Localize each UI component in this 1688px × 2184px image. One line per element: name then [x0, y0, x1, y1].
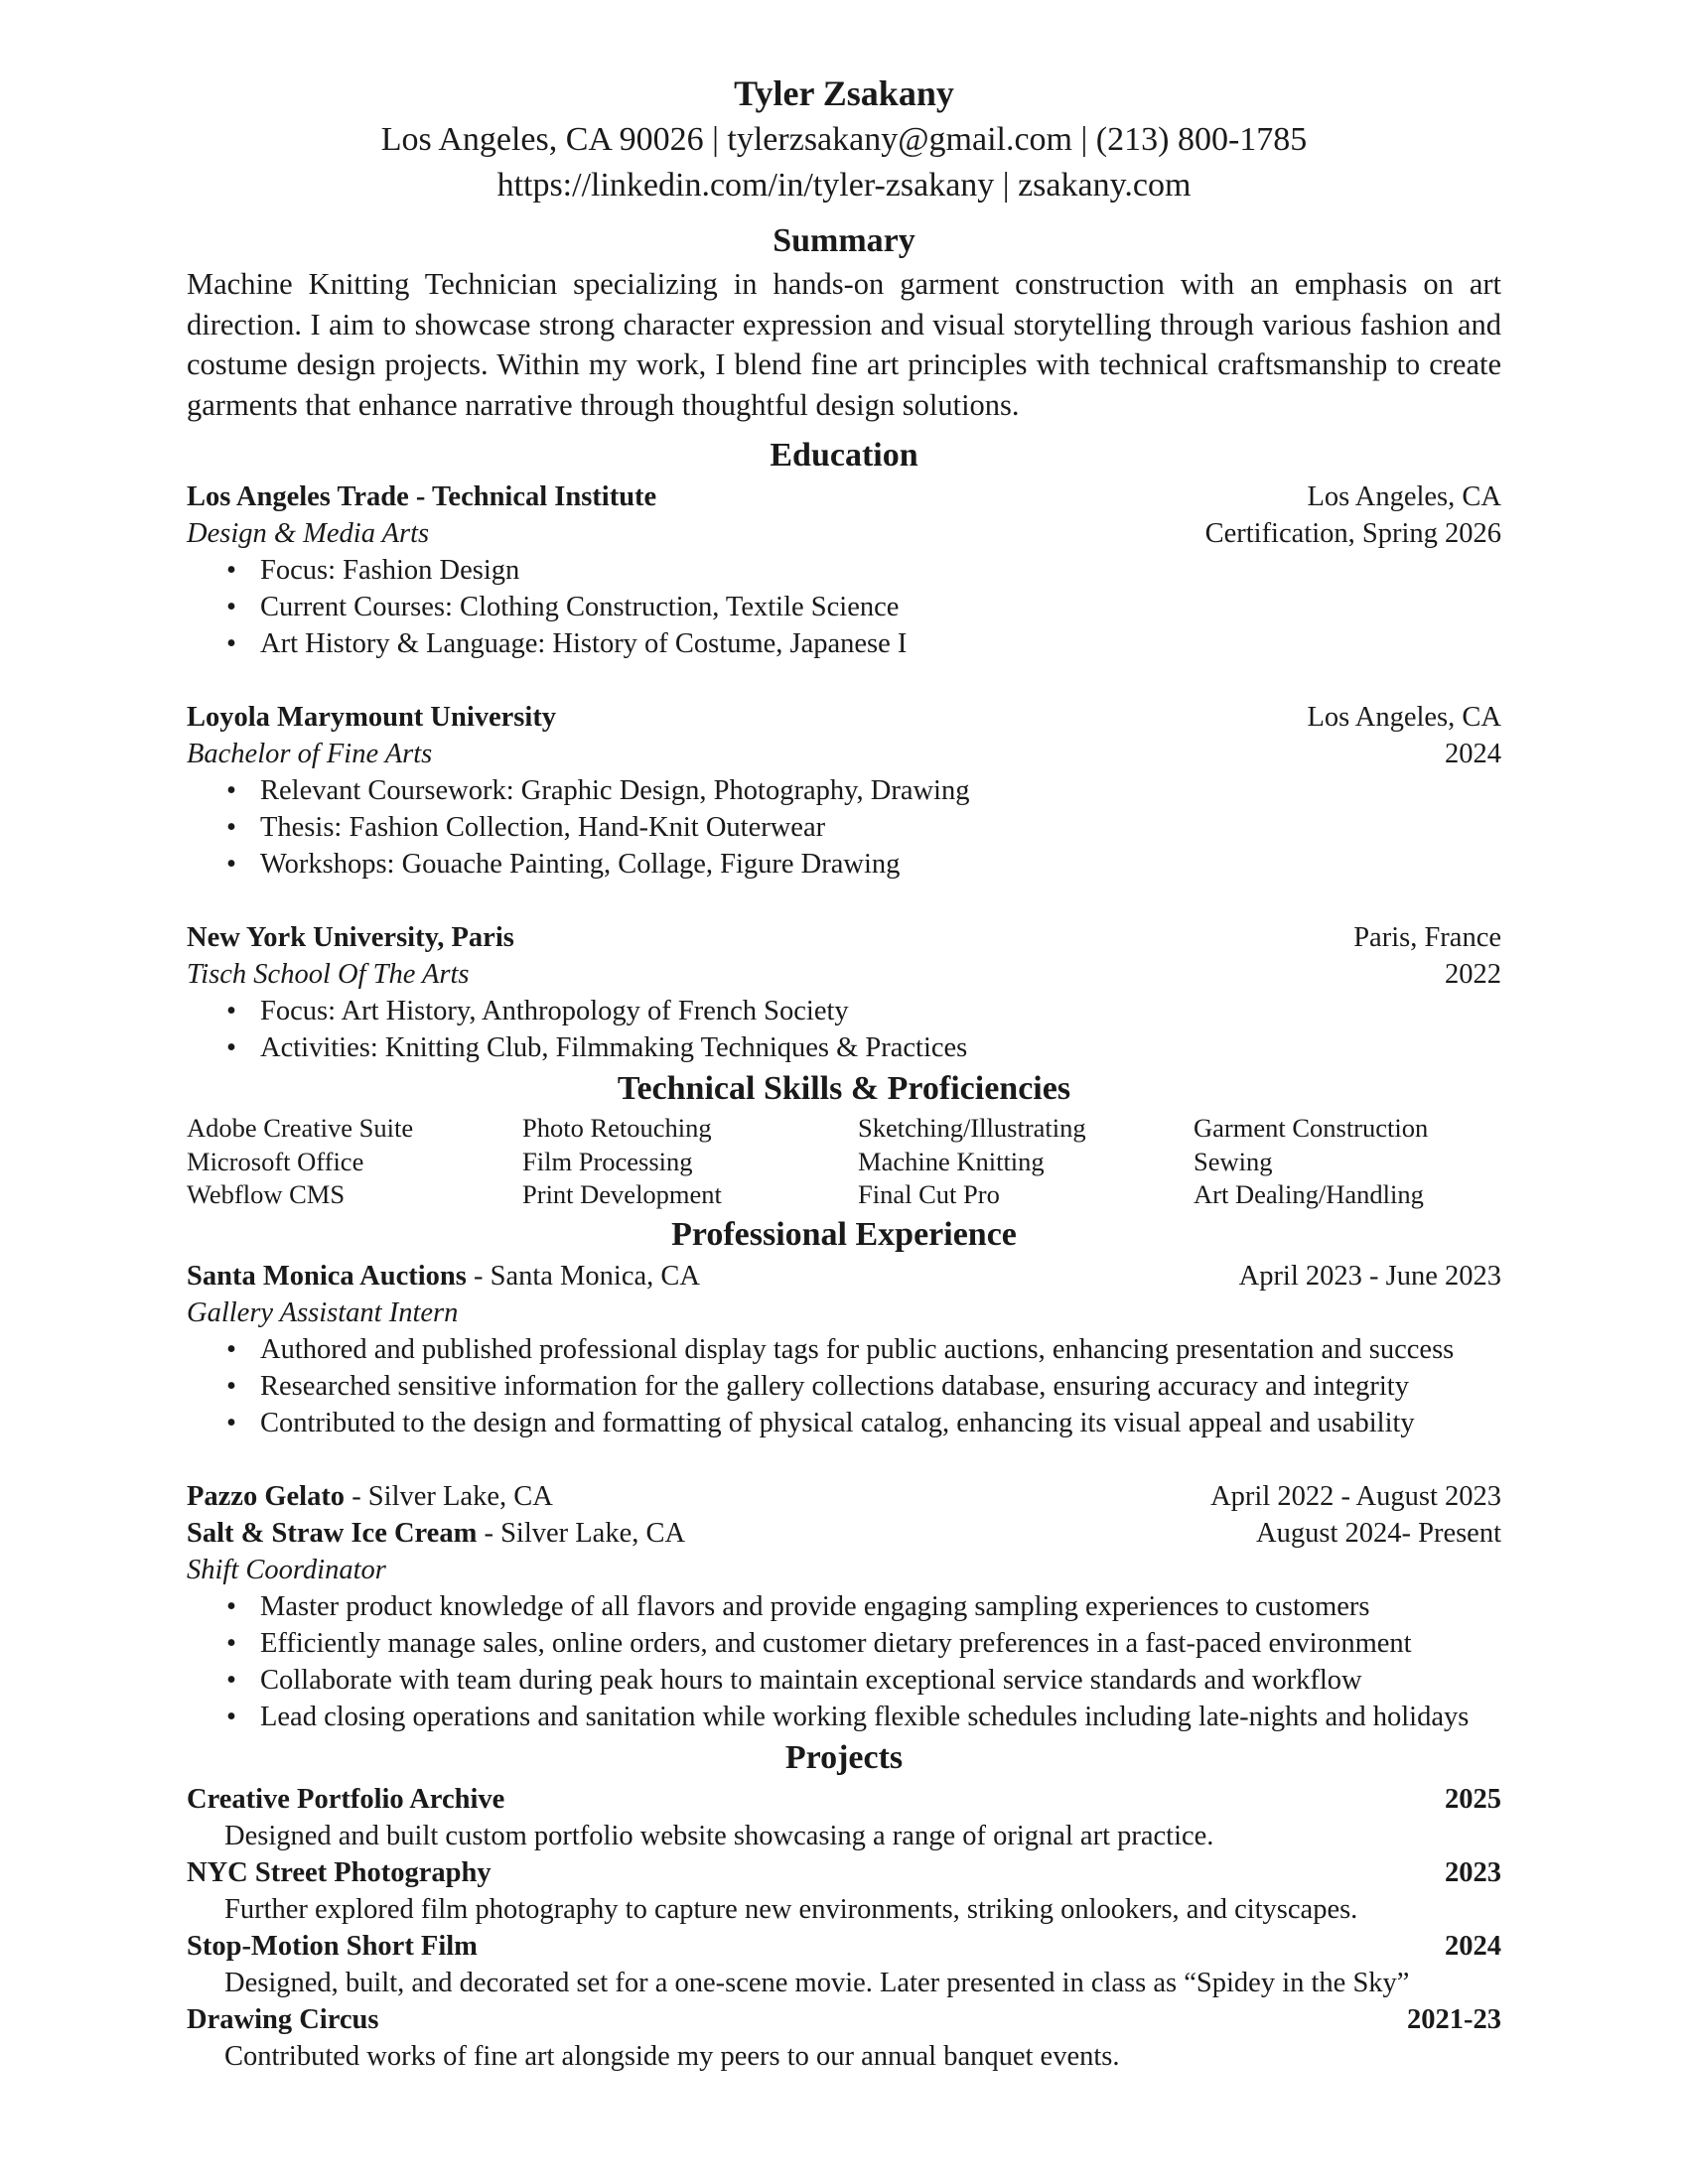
company-location: - Santa Monica, CA: [466, 1260, 700, 1292]
education-entry: [187, 919, 1501, 1066]
job-entry: [187, 1478, 1501, 1735]
school-location: Los Angeles, CA: [1307, 702, 1501, 733]
job-date: April 2023 - June 2023: [1238, 1260, 1501, 1292]
job-bullet: • Authored and published professional display tags for public auctions, enhancing presentation and success: [226, 1331, 1501, 1368]
company-location: - Silver Lake, CA: [345, 1480, 553, 1512]
company-name: Pazzo Gelato: [187, 1480, 346, 1512]
project-description: Designed, built, and decorated set for a one-scene movie. Later presented in class as “Spidey in the Sky”: [224, 1967, 1410, 1998]
skill-item: Sewing: [1194, 1146, 1273, 1176]
skill-item: Print Development: [522, 1179, 722, 1209]
project-description: Further explored film photography to capture new environments, striking onlookers, and cityscapes.: [224, 1893, 1358, 1925]
job-bullet: • Researched sensitive information for the gallery collections database, ensuring accuracy and integrity: [226, 1368, 1501, 1405]
job-bullet: • Lead closing operations and sanitation while working flexible schedules including late-nights and holidays: [226, 1699, 1501, 1735]
skill-item: Art Dealing/Handling: [1194, 1179, 1424, 1209]
project-entry: [187, 1928, 1501, 2001]
contact-line-address-email-phone: Los Angeles, CA 90026 | tylerzsakany@gmail.com | (213) 800-1785: [380, 121, 1308, 158]
school-location: Los Angeles, CA: [1307, 481, 1501, 512]
project-year: 2025: [1445, 1783, 1501, 1815]
education-entry: [187, 478, 1501, 662]
skill-item: Webflow CMS: [187, 1179, 346, 1209]
project-year: 2023: [1445, 1856, 1501, 1888]
resume-page: [187, 69, 1501, 2075]
program-name: Bachelor of Fine Arts: [187, 739, 433, 769]
skill-item: Final Cut Pro: [858, 1179, 1000, 1209]
education-bullet: • Workshops: Gouache Painting, Collage, Figure Drawing: [226, 846, 1501, 883]
summary-heading: Summary: [773, 222, 915, 259]
school-location: Paris, France: [1353, 922, 1501, 953]
skill-item: Machine Knitting: [858, 1146, 1045, 1176]
skill-item: Film Processing: [522, 1146, 693, 1176]
education-date: 2024: [1445, 739, 1501, 769]
contact-line-links: https://linkedin.com/in/tyler-zsakany | zsakany.com: [496, 167, 1192, 204]
job-bullet: • Master product knowledge of all flavors and provide engaging sampling experiences to customers: [226, 1588, 1501, 1625]
program-name: Tisch School Of The Arts: [187, 959, 470, 990]
project-year: 2024: [1445, 1930, 1501, 1962]
project-year: 2021-23: [1407, 2003, 1501, 2035]
skill-item: Microsoft Office: [187, 1146, 364, 1176]
job-role: Gallery Assistant Intern: [187, 1297, 459, 1328]
project-name: NYC Street Photography: [187, 1856, 492, 1888]
skill-item: Photo Retouching: [522, 1113, 712, 1143]
project-name: Stop-Motion Short Film: [187, 1930, 478, 1962]
job-entry: [187, 1258, 1501, 1441]
education-bullet: • Focus: Fashion Design: [226, 552, 1501, 589]
company-name: Santa Monica Auctions: [187, 1260, 467, 1292]
project-entry: [187, 1854, 1501, 1928]
experience-heading: Professional Experience: [671, 1215, 1017, 1253]
school-name: Los Angeles Trade - Technical Institute: [187, 481, 657, 512]
projects-heading: Projects: [784, 1738, 904, 1776]
project-name: Drawing Circus: [187, 2003, 379, 2035]
skills-heading: Technical Skills & Proficiencies: [617, 1070, 1071, 1107]
summary-text: Machine Knitting Technician specializing in hands-on garment construction with an emphasis on art direction. I aim to showcase strong character expression and visual storytelling through various fashion and costume design projects. Within my work, I blend fine art principles with technical craftsmanship to create garments that enhance narrative through thoughtful design solutions.: [187, 267, 1501, 422]
candidate-name: Tyler Zsakany: [734, 73, 954, 113]
job-bullet: • Contributed to the design and formatting of physical catalog, enhancing its visual appeal and usability: [226, 1405, 1501, 1441]
education-entry: [187, 699, 1501, 883]
job-date: August 2024- Present: [1256, 1517, 1501, 1549]
project-description: Designed and built custom portfolio website showcasing a range of orignal art practice.: [224, 1820, 1214, 1851]
job-bullet: • Collaborate with team during peak hours to maintain exceptional service standards and workflow: [226, 1662, 1501, 1699]
education-bullet: • Activities: Knitting Club, Filmmaking Techniques & Practices: [226, 1029, 1501, 1066]
education-heading: Education: [770, 437, 918, 474]
education-date: Certification, Spring 2026: [1204, 518, 1501, 549]
job-role: Shift Coordinator: [187, 1554, 386, 1585]
company-location: - Silver Lake, CA: [477, 1517, 686, 1549]
program-name: Design & Media Arts: [187, 518, 430, 549]
project-entry: [187, 1781, 1501, 1854]
skill-item: Adobe Creative Suite: [187, 1113, 414, 1143]
school-name: New York University, Paris: [187, 922, 514, 953]
education-bullet: • Focus: Art History, Anthropology of French Society: [226, 993, 1501, 1029]
education-bullet: • Relevant Coursework: Graphic Design, Photography, Drawing: [226, 772, 1501, 809]
education-date: 2022: [1445, 959, 1501, 990]
skill-item: Sketching/Illustrating: [858, 1113, 1086, 1143]
project-description: Contributed works of fine art alongside my peers to our annual banquet events.: [224, 2040, 1120, 2072]
school-name: Loyola Marymount University: [187, 702, 557, 733]
skills-grid: [187, 1112, 1501, 1212]
job-bullet: • Efficiently manage sales, online orders, and customer dietary preferences in a fast-paced environment: [226, 1625, 1501, 1662]
company-name: Salt & Straw Ice Cream: [187, 1517, 478, 1549]
education-bullet: • Art History & Language: History of Costume, Japanese I: [226, 625, 1501, 662]
job-date: April 2022 - August 2023: [1210, 1480, 1501, 1512]
project-name: Creative Portfolio Archive: [187, 1783, 505, 1815]
education-bullet: • Thesis: Fashion Collection, Hand-Knit Outerwear: [226, 809, 1501, 846]
project-entry: [187, 2001, 1501, 2075]
education-bullet: • Current Courses: Clothing Construction, Textile Science: [226, 589, 1501, 625]
skill-item: Garment Construction: [1194, 1113, 1429, 1143]
